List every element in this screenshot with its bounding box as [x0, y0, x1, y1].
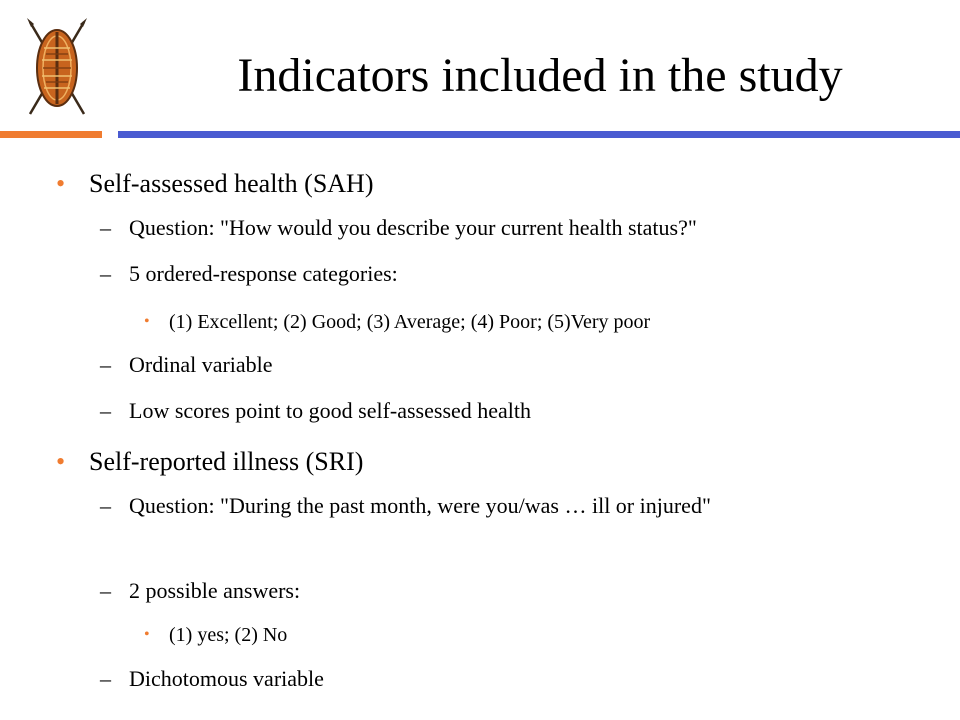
sub-item — [100, 664, 324, 694]
bullet-sah — [56, 168, 374, 200]
dash-icon: – — [100, 578, 111, 603]
sub-item-text: Question: "How would you describe your current health status?" — [129, 215, 697, 240]
bullet-icon: • — [144, 626, 150, 643]
bullet-sri — [56, 446, 363, 478]
dash-icon: – — [100, 215, 111, 240]
sub-item-text: 5 ordered-response categories: — [129, 261, 398, 286]
sub-item — [100, 576, 300, 606]
bullet-text: Self-reported illness (SRI) — [89, 447, 364, 476]
dash-icon: – — [100, 261, 111, 286]
sub-item-text: Dichotomous variable — [129, 666, 324, 691]
sub-sub-item — [144, 308, 650, 336]
slide-title: Indicators included in the study — [237, 49, 843, 102]
sub-item-text: Question: "During the past month, were you/was … ill or injured" — [129, 493, 711, 518]
sub-item-text: 2 possible answers: — [129, 578, 301, 603]
sub-sub-item-text: (1) yes; (2) No — [169, 624, 288, 646]
bullet-icon: • — [56, 447, 66, 476]
bullet-icon: • — [144, 313, 150, 330]
sub-item — [100, 396, 531, 426]
sub-item — [100, 213, 697, 243]
dash-icon: – — [100, 398, 111, 423]
sub-item-text: Ordinal variable — [129, 352, 273, 377]
sub-item — [100, 491, 849, 521]
bullet-icon: • — [56, 169, 66, 198]
bullet-text: Self-assessed health (SAH) — [89, 169, 374, 198]
sub-sub-item — [144, 621, 287, 649]
dash-icon: – — [100, 493, 111, 518]
sub-item — [100, 350, 273, 380]
sub-item — [100, 259, 398, 289]
sub-item-text: Low scores point to good self-assessed health — [129, 398, 532, 423]
sub-sub-item-text: (1) Excellent; (2) Good; (3) Average; (4) Poor; (5)Very poor — [169, 311, 651, 333]
dash-icon: – — [100, 352, 111, 377]
dash-icon: – — [100, 666, 111, 691]
